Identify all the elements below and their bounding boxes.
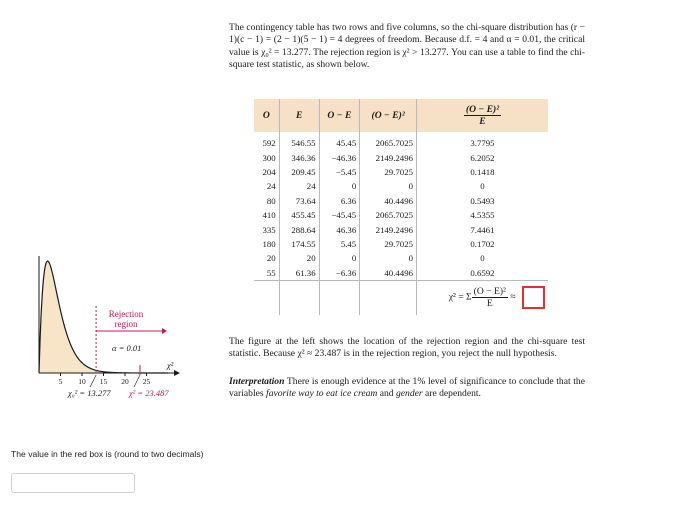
conclusion-paragraph: The figure at the left shows the location of the rejection region and the chi-square test statistic. Because χ² ≈ 23.487 is in the rejection region, you reject the null hypothesis. [229, 336, 585, 360]
table-cell: 546.55 [279, 132, 319, 150]
x-axis-symbol: χ² [167, 360, 174, 370]
table-cell: 0.5493 [417, 194, 549, 208]
rejection-arrow-head [162, 328, 167, 334]
question-prompt: The value in the red box is (round to two decimals) [11, 449, 204, 459]
formula-den: E [486, 298, 493, 310]
table-cell: 20 [266, 253, 276, 264]
table-cell: 20 [279, 251, 319, 265]
interpretation-and: and [377, 388, 396, 400]
table-cell: 288.64 [279, 222, 319, 236]
table-body [254, 132, 548, 280]
table-cell: 0 [360, 179, 417, 193]
critical-value-label: χ₀² = 13.277 [68, 388, 111, 398]
table-cell: −45.45 [319, 208, 360, 222]
table-cell: 55 [266, 267, 276, 278]
table-cell: 40.4496 [360, 194, 417, 208]
table-row [254, 150, 548, 164]
rejection-label-2: region [114, 319, 138, 329]
table-cell: 0.1418 [417, 165, 549, 179]
table-cell: 300 [262, 152, 276, 163]
alpha-label: α = 0.01 [112, 343, 142, 353]
table-cell: −46.36 [319, 150, 360, 164]
table-cell: 204 [262, 166, 276, 177]
table-cell: 3.7795 [417, 132, 549, 150]
x-tick-label: 5 [58, 377, 63, 386]
test-statistic-label: χ² = 23.487 [129, 388, 169, 398]
table-cell: 2149.2496 [360, 150, 417, 164]
interpretation-text: There is enough evidence at the 1% level of significance to conclude that the variables [229, 376, 585, 400]
table-row [254, 194, 548, 208]
table-row [254, 251, 548, 265]
table-cell: 0.6592 [417, 266, 549, 281]
x-tick-label: 10 [78, 377, 86, 386]
table-row [254, 266, 548, 281]
variable-ice-cream: favorite way to eat ice cream [266, 388, 378, 400]
table-cell: 5.45 [319, 237, 360, 251]
table-cell: 174.55 [279, 237, 319, 251]
table-cell: 24 [266, 181, 276, 192]
x-tick-label: 15 [99, 377, 108, 386]
table-row [254, 179, 548, 193]
header-o-minus-e: O − E [319, 99, 360, 132]
table-footer-row [254, 280, 548, 315]
formula-num: (O − E)² [473, 286, 506, 298]
formula-eq: ≈ [510, 292, 516, 304]
distribution-area [39, 261, 96, 373]
chi-square-distribution-chart [24, 238, 194, 403]
interpretation-paragraph [229, 376, 585, 401]
table-cell: 2065.7025 [360, 132, 417, 150]
table-row [254, 208, 548, 222]
table-row [254, 222, 548, 236]
table-cell: 335 [262, 224, 276, 235]
table-cell: 0 [319, 251, 360, 265]
table-cell: 592 [262, 138, 276, 149]
table-cell: 410 [262, 210, 276, 221]
header-ratio-num: (O − E)² [465, 104, 500, 115]
x-axis-arrow [174, 370, 180, 376]
table-cell: 29.7025 [360, 237, 417, 251]
header-o: O [254, 99, 279, 132]
interpretation-label: Interpretation [229, 376, 285, 387]
table-cell: −5.45 [319, 165, 360, 179]
table-row [254, 165, 548, 179]
table-cell: 6.2052 [417, 150, 549, 164]
table-cell: 180 [262, 238, 276, 249]
intro-paragraph: The contingency table has two rows and five columns, so the chi-square distribution has (r − 1)(c − 1) = (2 − 1)(5 − 1) = 4 degrees of freedom. Because d.f. = 4 and α = 0.01, the critical value is χ₀² = 13.277. The rejection region is χ² > 13.277. You can use a table to find the chi-square test statistic, as shown below. [229, 22, 585, 70]
formula-lhs: χ² = Σ [448, 292, 472, 304]
chi-square-table [254, 99, 548, 315]
table-cell: −6.36 [319, 266, 360, 281]
table-cell: 73.64 [279, 194, 319, 208]
critical-pointer [90, 375, 96, 387]
table-cell: 0 [360, 251, 417, 265]
table-cell: 6.36 [319, 194, 360, 208]
table-cell: 2065.7025 [360, 208, 417, 222]
table-cell: 24 [279, 179, 319, 193]
interpretation-end: are dependent. [422, 388, 481, 400]
table-cell: 61.36 [279, 266, 319, 281]
table-cell: 29.7025 [360, 165, 417, 179]
header-ratio-den: E [479, 116, 486, 127]
header-squared: (O − E)² [360, 99, 417, 132]
table-cell: 0 [417, 251, 549, 265]
table-cell: 4.5355 [417, 208, 549, 222]
table-header-row [254, 99, 548, 132]
table-cell: 0.1702 [417, 237, 549, 251]
table-cell: 346.36 [279, 150, 319, 164]
variable-gender: gender [395, 388, 423, 400]
chi-square-formula [417, 280, 549, 315]
table-cell: 209.45 [279, 165, 319, 179]
rejection-label-1: Rejection [108, 309, 144, 319]
header-ratio [417, 99, 549, 132]
table-cell: 40.4496 [360, 266, 417, 281]
x-tick-label: 25 [142, 377, 151, 386]
statistic-pointer [134, 375, 140, 387]
table-cell: 2149.2496 [360, 222, 417, 236]
header-e: E [279, 99, 319, 132]
x-axis-ticks [59, 373, 151, 386]
table-cell: 80 [266, 195, 276, 206]
table-cell: 0 [417, 179, 549, 193]
table-cell: 7.4461 [417, 222, 549, 236]
table-cell: 45.45 [319, 132, 360, 150]
table-cell: 455.45 [279, 208, 319, 222]
answer-input[interactable] [11, 473, 135, 493]
x-tick-label: 20 [121, 377, 129, 386]
answer-red-box [522, 286, 545, 309]
table-cell: 46.36 [319, 222, 360, 236]
table-row [254, 132, 548, 150]
table-cell: 0 [319, 179, 360, 193]
table-row [254, 237, 548, 251]
